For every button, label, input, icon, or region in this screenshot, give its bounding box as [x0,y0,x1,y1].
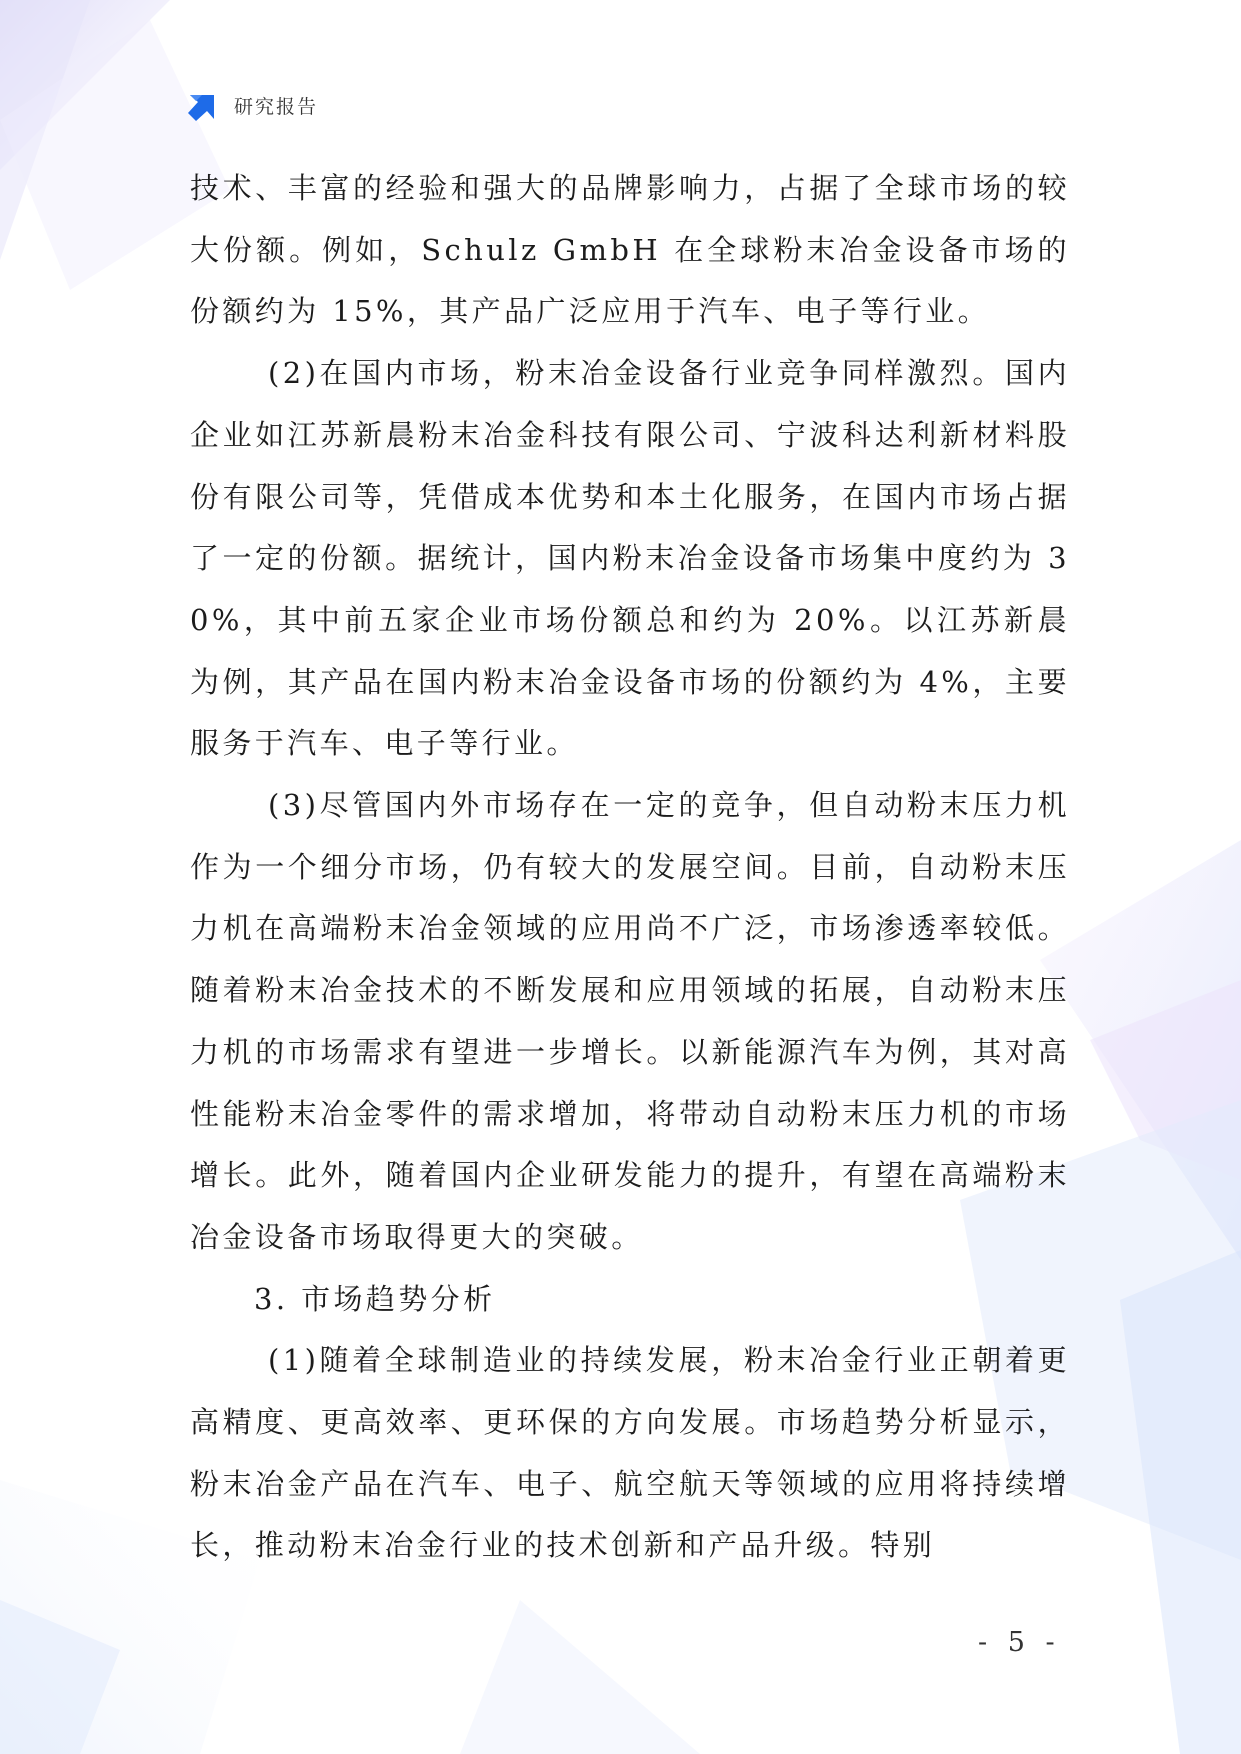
section-heading: 3. 市场趋势分析 [254,1281,496,1316]
paragraph-domestic-market: (2)在国内市场，粉末冶金设备行业竞争同样激烈。国内企业如江苏新晨粉末冶金科技有限公司、宁波科达利新材料股份有限公司等，凭借成本优势和本土化服务，在国内市场占据了一定的份额。据统计，国内粉末冶金设备市场集中度约为 30%，其中前五家企业市场份额总和约为 20%。以江苏新晨为例，其产品在国内粉末冶金设备市场的份额约为 4%，主要服务于汽车、电子等行业。 [190,356,1070,761]
paragraph-development-space: (3)尽管国内外市场存在一定的竞争，但自动粉末压力机作为一个细分市场，仍有较大的发展空间。目前，自动粉末压力机在高端粉末冶金领域的应用尚不广泛，市场渗透率较低。随着粉末冶金技术的不断发展和应用领域的拓展，自动粉末压力机的市场需求有望进一步增长。以新能源汽车为例，其对高性能粉末冶金零件的需求增加，将带动自动粉末压力机的市场增长。此外，随着国内企业研发能力的提升，有望在高端粉末冶金设备市场取得更大的突破。 [190,788,1070,1254]
page-number: - 5 - [978,1627,1061,1658]
arrow-up-right-icon [188,89,220,121]
document-body [190,158,1070,1577]
paragraph-continuation: 技术、丰富的经验和强大的品牌影响力，占据了全球市场的较大份额。例如，Schulz GmbH 在全球粉末冶金设备市场的份额约为 15%，其产品广泛应用于汽车、电子等行业。 [190,171,1070,329]
report-header [188,88,318,122]
header-title: 研究报告 [234,95,319,118]
paragraph-market-trend: (1)随着全球制造业的持续发展，粉末冶金行业正朝着更高精度、更高效率、更环保的方向发展。市场趋势分析显示，粉末冶金产品在汽车、电子、航空航天等领域的应用将持续增长，推动粉末冶金行业的技术创新和产品升级。特别 [190,1343,1070,1563]
